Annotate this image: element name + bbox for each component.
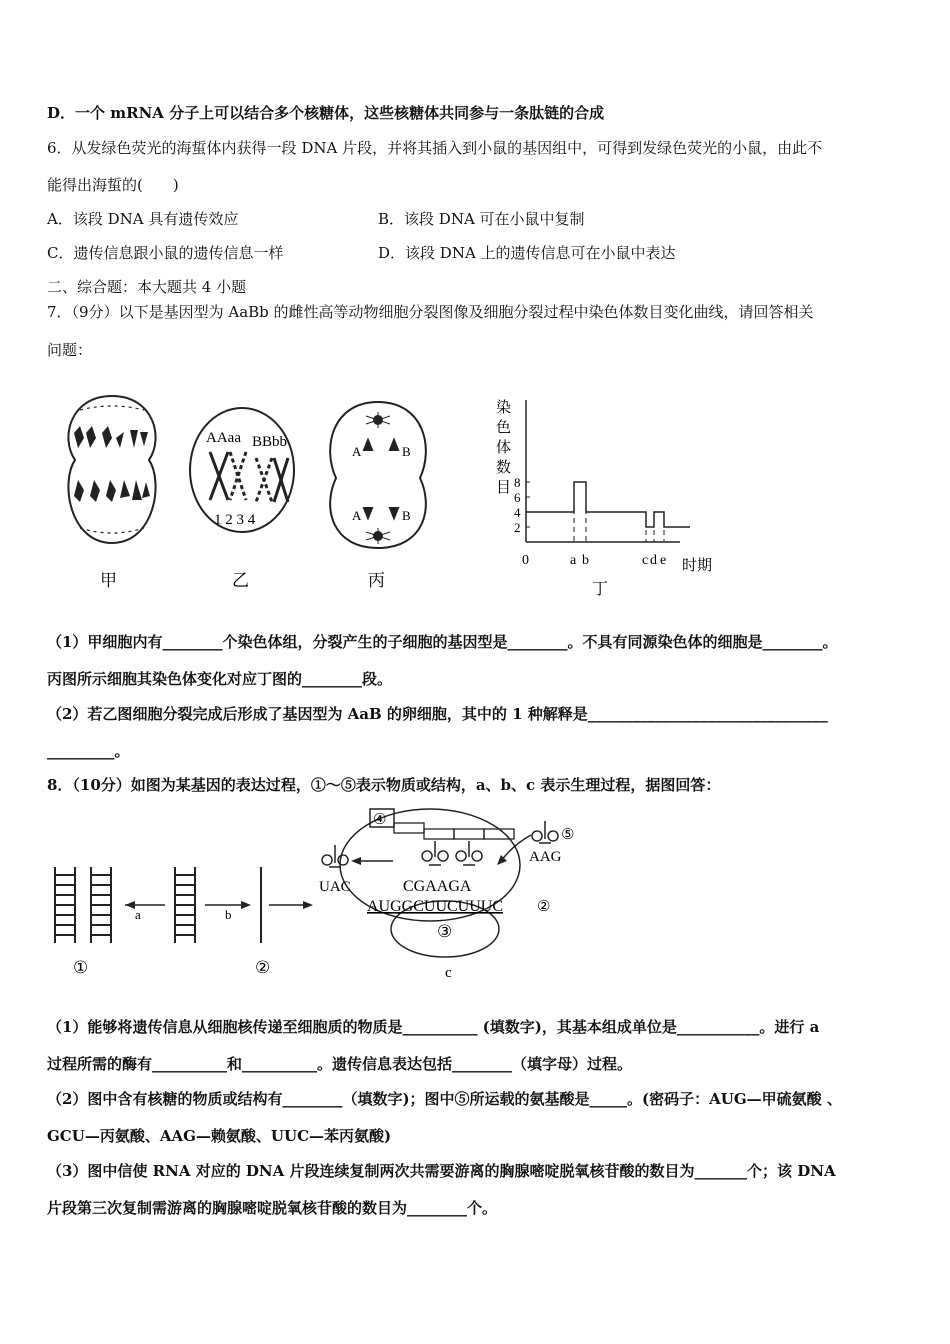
cell-bing: [330, 402, 426, 548]
chart-title-ding: 丁: [592, 581, 609, 598]
yi-top-left: AAaa: [206, 430, 241, 446]
cell-jia: [68, 396, 155, 543]
q6-option-b: B．该段 DNA 可在小鼠中复制: [378, 210, 585, 228]
cell-yi-label: 乙: [232, 571, 249, 590]
arrow-a-label: a: [135, 907, 141, 922]
q8-sub2-line2: GCU—丙氨酸、AAG—赖氨酸、UUC—苯丙氨酸): [47, 1127, 392, 1145]
chart-ylabel-char: 目: [496, 480, 512, 496]
chart-ytick-label: 4: [514, 505, 521, 520]
q8-sub1-line2: 过程所需的酶有__________和__________。遗传信息表达包括________（填字母）过程。: [47, 1055, 633, 1073]
arrow-b-label: b: [225, 907, 232, 922]
q7-stem-line1: 7．（9分）以下是基因型为 AaBb 的雌性高等动物细胞分裂图像及细胞分裂过程中染色体数目变化曲线，请回答相关: [47, 303, 814, 321]
bing-top-left: A: [352, 444, 362, 459]
chart-ytick-label: 8: [514, 475, 521, 490]
bing-bottom-left: A: [352, 508, 362, 523]
q6-stem-line2: 能得出海蜇的( ): [47, 176, 179, 194]
yi-top-right: BBbb: [252, 434, 288, 450]
trna-anticodons: CGAAGA: [403, 878, 472, 895]
label-1: ①: [73, 958, 89, 977]
q8-stem: 8．（10分）如图为某基因的表达过程，①～⑤表示物质或结构，a、b、c 表示生理过程，据图回答：: [47, 776, 721, 794]
chart-xtick-label: a: [570, 553, 577, 568]
anticodon-aag: AAG: [529, 849, 562, 865]
chart-xtick-label: e: [660, 553, 667, 568]
chart-xtick-label: d: [650, 553, 657, 568]
label-3: ③: [437, 922, 453, 941]
mrna-sequence: AUGGCUUCUUUC: [367, 898, 504, 915]
q8-sub2-line1: （2）图中含有核糖的物质或结构有________（填数字)；图中⑤所运载的氨基酸是_____。(密码子：AUG—甲硫氨酸 、: [47, 1090, 842, 1108]
mrna-label-2: ②: [537, 899, 551, 915]
q7-cell-figure: [50, 388, 450, 593]
chart-ylabel-char: 染: [496, 400, 512, 416]
chart-ylabel-char: 体: [496, 440, 512, 456]
q6-stem-line1: 6．从发绿色荧光的海蜇体内获得一段 DNA 片段，并将其插入到小鼠的基因组中，可得到发绿色荧光的小鼠，由此不: [47, 139, 823, 157]
q7-sub2-line2: _________。: [47, 742, 130, 760]
chart-ylabel-char: 色: [496, 420, 512, 436]
chart-x-axis-label: 时期: [682, 558, 713, 574]
q7-sub2-line1: （2）若乙图细胞分裂完成后形成了基因型为 AaB 的卵细胞，其中的 1 种解释是________________________________: [47, 705, 828, 723]
q8-expression-figure: [45, 805, 605, 985]
chart-xtick-label: 0: [522, 553, 529, 568]
yi-bottom-numbers: 1 2 3 4: [214, 512, 256, 528]
q6-option-c: C．遗传信息跟小鼠的遗传信息一样: [47, 244, 284, 262]
q8-sub1-line1: （1）能够将遗传信息从细胞核传递至细胞质的物质是__________ (填数字)，其基本组成单位是___________。进行 a: [47, 1018, 820, 1036]
cell-jia-label: 甲: [100, 571, 117, 590]
chart-y-axis-label: [496, 398, 511, 496]
anticodon-uac: UAC: [319, 879, 351, 895]
q5-option-d: D．一个 mRNA 分子上可以结合多个核糖体，这些核糖体共同参与一条肽链的合成: [47, 104, 605, 122]
chart-xtick-label: c: [642, 553, 649, 568]
chart-xtick-label: b: [582, 553, 589, 568]
bing-top-right: B: [402, 444, 411, 459]
process-c-label: c: [445, 965, 452, 981]
label-2: ②: [255, 958, 271, 977]
q6-option-a: A．该段 DNA 具有遗传效应: [47, 210, 239, 228]
q7-sub1-line1: （1）甲细胞内有________个染色体组，分裂产生的子细胞的基因型是________。不具有同源染色体的细胞是________。: [47, 633, 838, 651]
trna-leaving: [322, 845, 393, 867]
section-heading: 二、综合题：本大题共 4 小题: [47, 278, 247, 296]
q7-sub1-line2: 丙图所示细胞其染色体变化对应丁图的________段。: [47, 670, 393, 688]
q8-sub3-line2: 片段第三次复制需游离的胸腺嘧啶脱氧核苷酸的数目为________个。: [47, 1199, 498, 1217]
cell-bing-label: 丙: [368, 571, 385, 590]
q6-option-d: D．该段 DNA 上的遗传信息可在小鼠中表达: [378, 244, 676, 262]
q7-chart-ding: [480, 392, 730, 602]
cell-yi: [190, 408, 294, 532]
chart-ylabel-char: 数: [496, 460, 512, 476]
chart-ytick-label: 2: [514, 520, 521, 535]
label-4: ④: [373, 812, 387, 828]
q8-sub3-line1: （3）图中信使 RNA 对应的 DNA 片段连续复制两次共需要游离的胸腺嘧啶脱氧核苷酸的数目为_______个；该 DNA: [47, 1162, 836, 1180]
bing-bottom-right: B: [402, 508, 411, 523]
q7-stem-line2: 问题：: [47, 341, 93, 359]
chart-ytick-label: 6: [514, 490, 521, 505]
trna-on-ribosome: [422, 841, 482, 865]
label-5: ⑤: [561, 827, 575, 843]
dna-double-helix-1: [55, 867, 111, 943]
dna-double-helix-2: [175, 867, 195, 943]
chart-step-series: [526, 482, 690, 527]
